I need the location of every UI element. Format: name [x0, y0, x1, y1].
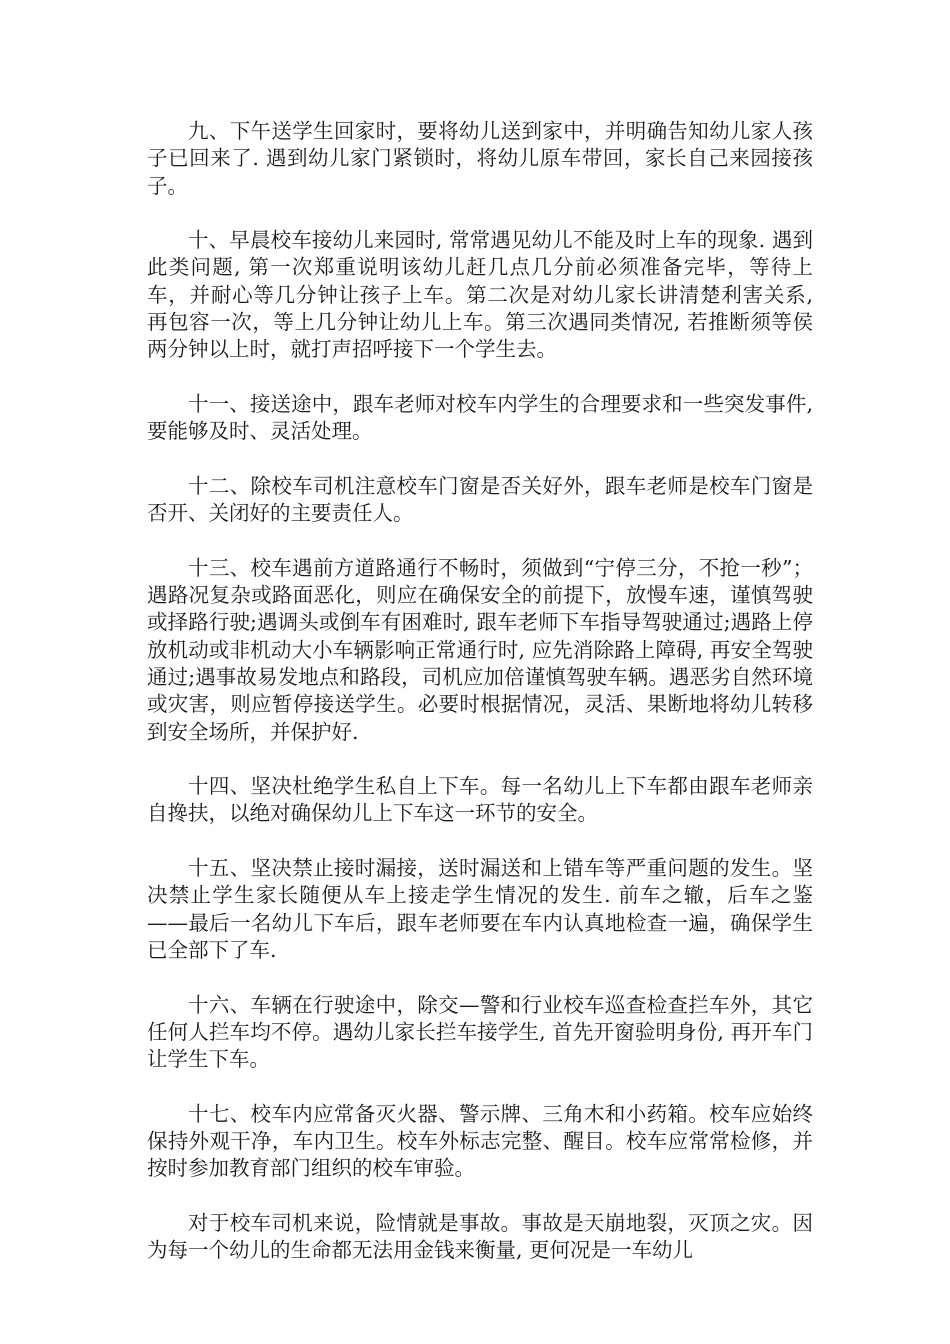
paragraph-closing: 对于校车司机来说，险情就是事故。事故是天崩地裂，灭顶之灾。因为每一个幼儿的生命都无法用金钱来衡量, 更何况是一车幼儿 — [147, 1210, 813, 1263]
paragraph-rule-12: 十二、除校车司机注意校车门窗是否关好外，跟车老师是校车门窗是否开、关闭好的主要责任人。 — [147, 473, 813, 526]
paragraph-rule-13: 十三、校车遇前方道路通行不畅时，须做到“宁停三分，不抢一秒”；遇路况复杂或路面恶化，则应在确保安全的前提下，放慢车速，谨慎驾驶或择路行驶;遇调头或倒车有困难时, 跟车老师下车指导驾驶通过;遇路上停放机动或非机动大小车辆影响正常通行时, 应先消除路上障碍, 再安全驾驶通过;遇事故易发地点和路段，司机应加倍谨慎驾驶车辆。遇恶劣自然环境或灾害，则应暂停接送学生。必要时根据情况，灵活、果断地将幼儿转移到安全场所，并保护好. — [147, 555, 813, 744]
paragraph-rule-15: 十五、坚决禁止接时漏接，送时漏送和上错车等严重问题的发生。坚决禁止学生家长随便从车上接走学生情况的发生. 前车之辙，后车之鉴——最后一名幼儿下车后，跟车老师要在车内认真地检查一遍，确保学生已全部下了车. — [147, 856, 813, 962]
document-body — [147, 118, 813, 1292]
paragraph-rule-10: 十、早晨校车接幼儿来园时, 常常遇见幼儿不能及时上车的现象. 遇到此类问题, 第一次郑重说明该幼儿赶几点几分前必须准备完毕，等待上车，并耐心等几分钟让孩子上车。第二次是对幼儿家长讲清楚利害关系, 再包容一次，等上几分钟让幼儿上车。第三次遇同类情况, 若推断须等侯两分钟以上时，就打声招呼接下一个学生去。 — [147, 228, 813, 362]
paragraph-rule-9: 九、下午送学生回家时，要将幼儿送到家中，并明确告知幼儿家人孩子已回来了. 遇到幼儿家门紧锁时，将幼儿原车带回，家长自己来园接孩子。 — [147, 119, 813, 198]
paragraph-rule-11: 十一、接送途中，跟车老师对校车内学生的合理要求和一些突发事件, 要能够及时、灵活处理。 — [147, 391, 813, 444]
paragraph-rule-16: 十六、车辆在行驶途中，除交—警和行业校车巡查检查拦车外，其它任何人拦车均不停。遇幼儿家长拦车接学生, 首先开窗验明身份, 再开车门让学生下车。 — [147, 992, 813, 1072]
paragraph-rule-14: 十四、坚决杜绝学生私自上下车。每一名幼儿上下车都由跟车老师亲自搀扶，以绝对确保幼儿上下车这一环节的安全。 — [147, 774, 813, 826]
paragraph-rule-17: 十七、校车内应常备灭火器、警示牌、三角木和小药箱。校车应始终保持外观干净，车内卫生。校车外标志完整、醒目。校车应常常检修，并按时参加教育部门组织的校车审验。 — [147, 1101, 813, 1181]
